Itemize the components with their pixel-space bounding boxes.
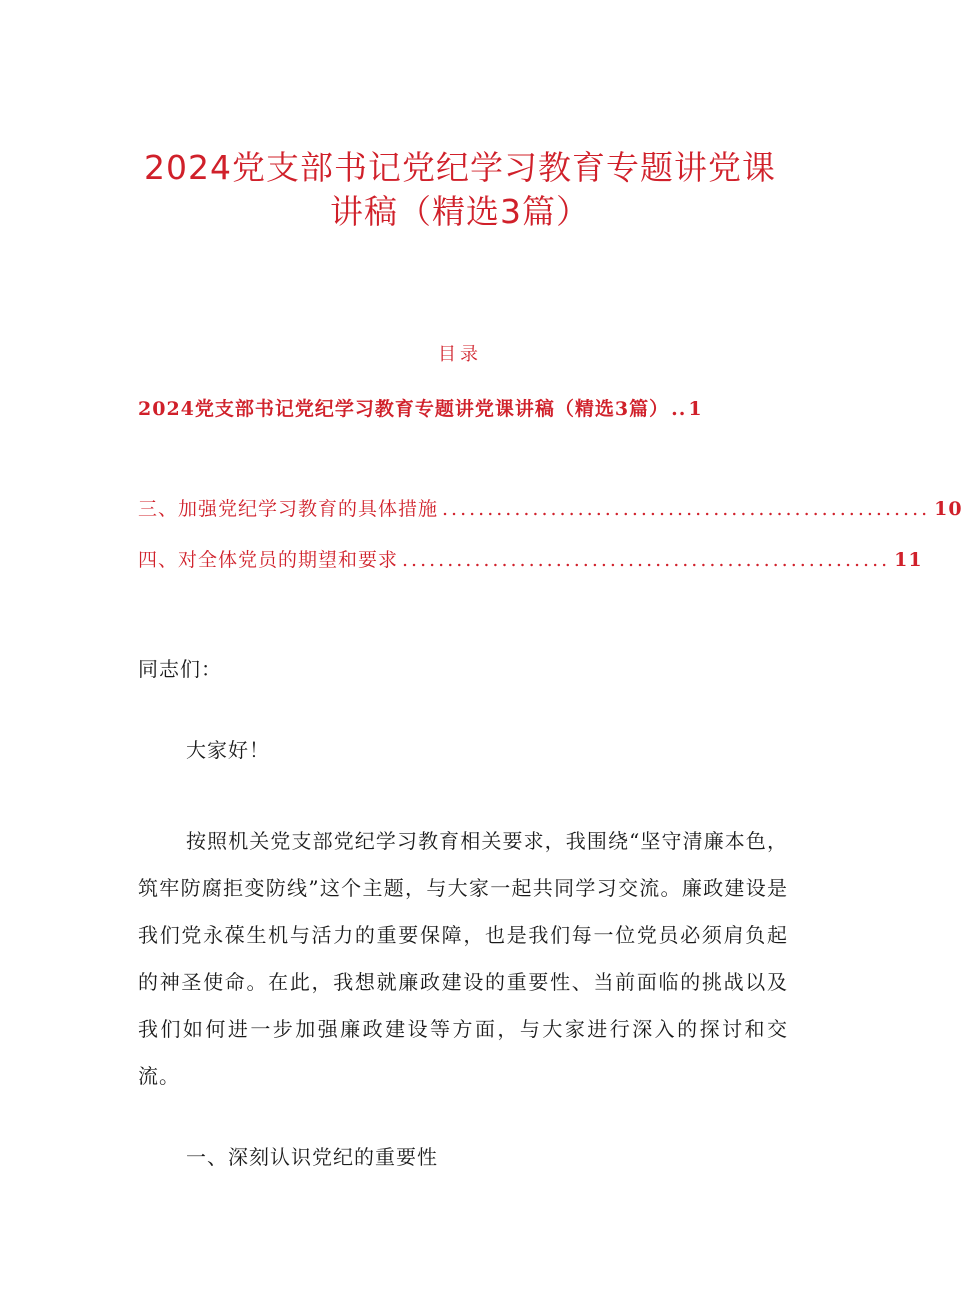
document-title-line1: 2024党支部书记党纪学习教育专题讲党课 — [144, 148, 776, 187]
toc-item-text: 2024党支部书记党纪学习教育专题讲党课讲稿（精选3篇） — [138, 398, 670, 420]
toc-item-leader: .. — [671, 398, 687, 420]
toc-item-page: 1 — [688, 398, 703, 420]
toc-item-leader: ...................................................... — [442, 498, 931, 520]
toc-item-main[interactable] — [138, 394, 768, 421]
toc-item-text: 四、对全体党员的期望和要求 — [138, 549, 399, 571]
toc-item-leader: ...................................................... — [402, 549, 891, 571]
toc-heading: 目录 — [438, 344, 482, 365]
toc-item-section4[interactable] — [138, 545, 923, 572]
toc-item-section3[interactable] — [138, 494, 963, 521]
toc-item-text: 三、加强党纪学习教育的具体措施 — [138, 498, 439, 520]
toc-item-page: 11 — [894, 549, 923, 571]
body-paragraph: 按照机关党支部党纪学习教育相关要求，我围绕“坚守清廉本色，筑牢防腐拒变防线”这个主题，与大家一起共同学习交流。廉政建设是我们党永葆生机与活力的重要保障，也是我们每一位党员必须肩负起的神圣使命。在此，我想就廉政建设的重要性、当前面临的挑战以及我们如何进一步加强廉政建设等方面，与大家进行深入的探讨和交流。 — [138, 829, 788, 1088]
document-title-line2: 讲稿（精选3篇） — [330, 192, 590, 231]
hello-line: 大家好！ — [186, 738, 270, 762]
toc-item-page: 10 — [934, 498, 963, 520]
section-heading: 一、深刻认识党纪的重要性 — [186, 1145, 438, 1169]
greeting: 同志们： — [138, 657, 222, 681]
